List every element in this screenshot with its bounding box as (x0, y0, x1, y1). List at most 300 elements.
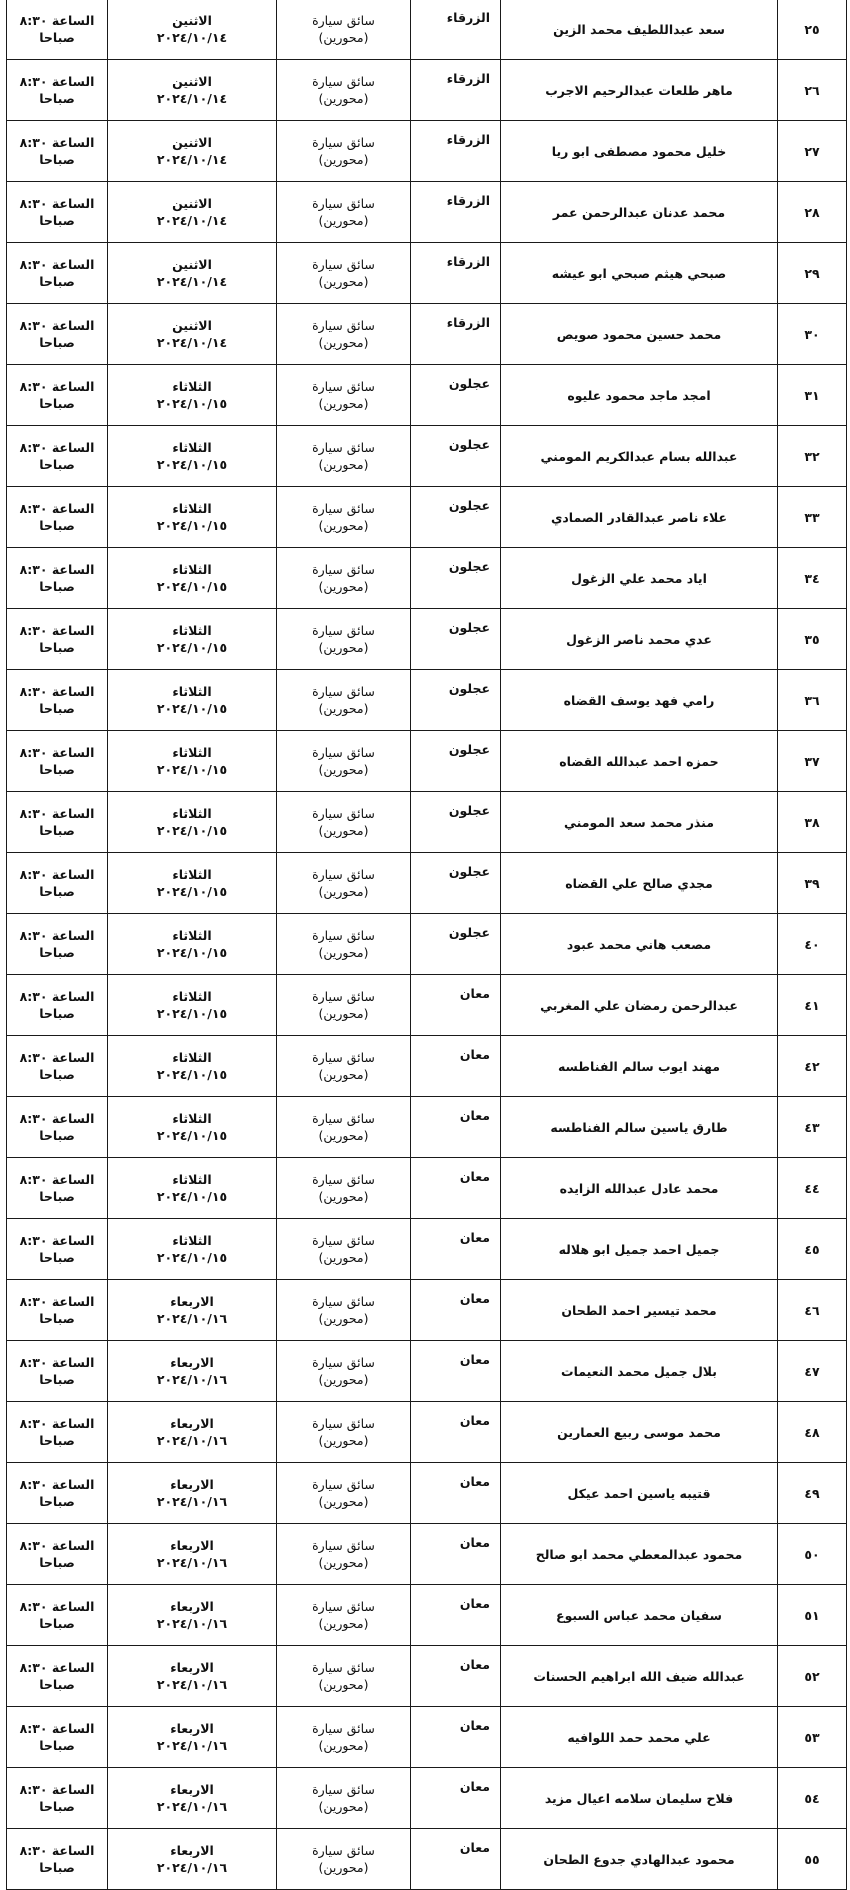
interview-time (7, 1646, 108, 1707)
interview-day: الثلاثاء (172, 379, 212, 394)
row-number: ٣٩ (778, 853, 847, 914)
interview-date-value: ٢٠٢٤/١٠/١٦ (156, 1372, 228, 1387)
governorate: الزرقاء (411, 304, 501, 365)
applicant-name: محمود عبدالمعطي محمد ابو صالح (501, 1524, 778, 1585)
interview-day: الاربعاء (170, 1355, 214, 1370)
interview-period: صباحا (39, 91, 75, 106)
table-row (7, 1524, 847, 1585)
interview-day: الاربعاء (170, 1721, 214, 1736)
applicant-name: ماهر طلعات عبدالرحيم الاجرب (501, 60, 778, 121)
interview-date (108, 1219, 277, 1280)
interview-date-value: ٢٠٢٤/١٠/١٤ (156, 213, 228, 228)
interview-period: صباحا (39, 1006, 75, 1021)
row-number: ٢٩ (778, 243, 847, 304)
job-title-line: سائق سيارة (312, 501, 375, 516)
job-title-line: سائق سيارة (312, 196, 375, 211)
interview-time (7, 792, 108, 853)
job-title-category: (محورين) (318, 274, 369, 289)
interview-date-value: ٢٠٢٤/١٠/١٥ (156, 1250, 228, 1265)
job-title-category: (محورين) (318, 1555, 369, 1570)
applicant-name: سفيان محمد عباس السبوع (501, 1585, 778, 1646)
interview-time (7, 853, 108, 914)
job-title-line: سائق سيارة (312, 1477, 375, 1492)
interview-day: الاثنين (172, 135, 212, 150)
interview-date-value: ٢٠٢٤/١٠/١٥ (156, 1006, 228, 1021)
job-title-line: سائق سيارة (312, 379, 375, 394)
row-number: ٥٤ (778, 1768, 847, 1829)
job-title-line: سائق سيارة (312, 1233, 375, 1248)
table-body (7, 0, 847, 1890)
interview-date (108, 426, 277, 487)
applicant-name: محمد موسى ربيع العمارين (501, 1402, 778, 1463)
interview-time (7, 1585, 108, 1646)
interview-date-value: ٢٠٢٤/١٠/١٥ (156, 518, 228, 533)
interview-period: صباحا (39, 1250, 75, 1265)
table-row (7, 365, 847, 426)
job-title (277, 243, 411, 304)
interview-date-value: ٢٠٢٤/١٠/١٦ (156, 1738, 228, 1753)
interview-date (108, 1646, 277, 1707)
applicant-name: مصعب هاني محمد عبود (501, 914, 778, 975)
job-title-category: (محورين) (318, 518, 369, 533)
interview-time-value: الساعة ٨:٣٠ (19, 1599, 95, 1614)
interview-day: الاربعاء (170, 1538, 214, 1553)
row-number: ٤٦ (778, 1280, 847, 1341)
interview-day: الاثنين (172, 13, 212, 28)
row-number: ٣٢ (778, 426, 847, 487)
row-number: ٣٨ (778, 792, 847, 853)
interview-time (7, 304, 108, 365)
job-title (277, 1585, 411, 1646)
table-row (7, 1585, 847, 1646)
interview-date-value: ٢٠٢٤/١٠/١٤ (156, 152, 228, 167)
applicant-name: عدي محمد ناصر الزغول (501, 609, 778, 670)
row-number: ٣٠ (778, 304, 847, 365)
job-title (277, 1280, 411, 1341)
row-number: ٥٣ (778, 1707, 847, 1768)
interview-time (7, 1707, 108, 1768)
job-title-line: سائق سيارة (312, 745, 375, 760)
interview-period: صباحا (39, 1067, 75, 1082)
row-number: ٢٧ (778, 121, 847, 182)
interview-time-value: الساعة ٨:٣٠ (19, 379, 95, 394)
interview-date (108, 853, 277, 914)
table-row (7, 731, 847, 792)
row-number: ٥٠ (778, 1524, 847, 1585)
governorate: عجلون (411, 670, 501, 731)
interview-period: صباحا (39, 396, 75, 411)
job-title-category: (محورين) (318, 1677, 369, 1692)
interview-date-value: ٢٠٢٤/١٠/١٥ (156, 457, 228, 472)
interview-period: صباحا (39, 1311, 75, 1326)
job-title-category: (محورين) (318, 1250, 369, 1265)
interview-period: صباحا (39, 823, 75, 838)
interview-date-value: ٢٠٢٤/١٠/١٥ (156, 1067, 228, 1082)
job-title (277, 1524, 411, 1585)
table-row (7, 243, 847, 304)
interview-period: صباحا (39, 1555, 75, 1570)
interview-time (7, 1524, 108, 1585)
interview-day: الاثنين (172, 196, 212, 211)
table-row (7, 1158, 847, 1219)
row-number: ٣٤ (778, 548, 847, 609)
applicant-name: محمود عبدالهادي جدوع الطحان (501, 1829, 778, 1890)
applicant-name: علي محمد حمد اللوافيه (501, 1707, 778, 1768)
interview-period: صباحا (39, 1738, 75, 1753)
job-title-line: سائق سيارة (312, 1660, 375, 1675)
table-row (7, 975, 847, 1036)
interview-day: الثلاثاء (172, 928, 212, 943)
job-title (277, 487, 411, 548)
interview-period: صباحا (39, 1433, 75, 1448)
interview-time (7, 243, 108, 304)
interview-day: الاربعاء (170, 1599, 214, 1614)
applicant-name: علاء ناصر عبدالقادر الصمادي (501, 487, 778, 548)
job-title (277, 365, 411, 426)
interview-time (7, 1036, 108, 1097)
table-row (7, 121, 847, 182)
interview-time (7, 548, 108, 609)
interview-day: الثلاثاء (172, 1050, 212, 1065)
interview-period: صباحا (39, 30, 75, 45)
row-number: ٥٥ (778, 1829, 847, 1890)
interview-period: صباحا (39, 1799, 75, 1814)
interview-date (108, 1280, 277, 1341)
interview-day: الثلاثاء (172, 867, 212, 882)
job-title-category: (محورين) (318, 1494, 369, 1509)
job-title-category: (محورين) (318, 1311, 369, 1326)
governorate: الزرقاء (411, 121, 501, 182)
interview-date (108, 304, 277, 365)
interview-period: صباحا (39, 457, 75, 472)
job-title-line: سائق سيارة (312, 440, 375, 455)
governorate: الزرقاء (411, 60, 501, 121)
interview-date (108, 1036, 277, 1097)
row-number: ٤٥ (778, 1219, 847, 1280)
interview-date-value: ٢٠٢٤/١٠/١٥ (156, 640, 228, 655)
interview-date-value: ٢٠٢٤/١٠/١٦ (156, 1555, 228, 1570)
governorate: معان (411, 1280, 501, 1341)
table-row (7, 1646, 847, 1707)
job-title-line: سائق سيارة (312, 135, 375, 150)
interview-day: الاربعاء (170, 1782, 214, 1797)
interview-date (108, 1585, 277, 1646)
interview-time-value: الساعة ٨:٣٠ (19, 74, 95, 89)
interview-time (7, 1829, 108, 1890)
interview-time-value: الساعة ٨:٣٠ (19, 318, 95, 333)
interview-time-value: الساعة ٨:٣٠ (19, 806, 95, 821)
interview-date (108, 1768, 277, 1829)
applicant-name: محمد عادل عبدالله الزايده (501, 1158, 778, 1219)
interview-day: الاربعاء (170, 1294, 214, 1309)
job-title (277, 1036, 411, 1097)
job-title (277, 1341, 411, 1402)
interview-period: صباحا (39, 884, 75, 899)
applicant-name: جميل احمد جميل ابو هلاله (501, 1219, 778, 1280)
governorate: معان (411, 1829, 501, 1890)
job-title (277, 548, 411, 609)
interview-date-value: ٢٠٢٤/١٠/١٥ (156, 945, 228, 960)
job-title (277, 1219, 411, 1280)
job-title (277, 121, 411, 182)
governorate: معان (411, 1341, 501, 1402)
applicant-name: بلال جميل محمد النعيمات (501, 1341, 778, 1402)
governorate: عجلون (411, 365, 501, 426)
interview-date-value: ٢٠٢٤/١٠/١٤ (156, 335, 228, 350)
job-title-line: سائق سيارة (312, 257, 375, 272)
job-title (277, 609, 411, 670)
applicant-name: محمد تيسير احمد الطحان (501, 1280, 778, 1341)
interview-time-value: الساعة ٨:٣٠ (19, 1233, 95, 1248)
applicant-name: خليل محمود مصطفى ابو ريا (501, 121, 778, 182)
table-row (7, 914, 847, 975)
job-title (277, 1768, 411, 1829)
job-title-category: (محورين) (318, 884, 369, 899)
job-title (277, 792, 411, 853)
job-title-line: سائق سيارة (312, 989, 375, 1004)
interview-date-value: ٢٠٢٤/١٠/١٦ (156, 1677, 228, 1692)
interview-time (7, 975, 108, 1036)
interview-date (108, 182, 277, 243)
table-row (7, 1707, 847, 1768)
governorate: عجلون (411, 487, 501, 548)
interview-time-value: الساعة ٨:٣٠ (19, 1782, 95, 1797)
applicant-name: سعد عبداللطيف محمد الزين (501, 0, 778, 60)
row-number: ٢٥ (778, 0, 847, 60)
applicant-name: منذر محمد سعد المومني (501, 792, 778, 853)
interview-day: الثلاثاء (172, 806, 212, 821)
job-title (277, 0, 411, 60)
job-title-line: سائق سيارة (312, 867, 375, 882)
interview-day: الثلاثاء (172, 745, 212, 760)
row-number: ٢٨ (778, 182, 847, 243)
interview-day: الثلاثاء (172, 1233, 212, 1248)
governorate: معان (411, 1463, 501, 1524)
interview-time (7, 1341, 108, 1402)
interview-date-value: ٢٠٢٤/١٠/١٦ (156, 1494, 228, 1509)
interview-time (7, 1463, 108, 1524)
interview-time-value: الساعة ٨:٣٠ (19, 1294, 95, 1309)
interview-period: صباحا (39, 1128, 75, 1143)
interview-date (108, 60, 277, 121)
interview-time-value: الساعة ٨:٣٠ (19, 257, 95, 272)
interview-time-value: الساعة ٨:٣٠ (19, 1111, 95, 1126)
row-number: ٤٢ (778, 1036, 847, 1097)
interview-date (108, 1402, 277, 1463)
interview-period: صباحا (39, 213, 75, 228)
job-title-line: سائق سيارة (312, 928, 375, 943)
interview-date-value: ٢٠٢٤/١٠/١٥ (156, 396, 228, 411)
job-title (277, 1158, 411, 1219)
candidates-table (6, 0, 847, 1890)
job-title-line: سائق سيارة (312, 74, 375, 89)
interview-time-value: الساعة ٨:٣٠ (19, 1538, 95, 1553)
job-title (277, 1707, 411, 1768)
table-row (7, 0, 847, 60)
interview-time (7, 365, 108, 426)
interview-time-value: الساعة ٨:٣٠ (19, 135, 95, 150)
job-title-category: (محورين) (318, 823, 369, 838)
governorate: معان (411, 1707, 501, 1768)
governorate: عجلون (411, 548, 501, 609)
table-row (7, 1036, 847, 1097)
interview-time-value: الساعة ٨:٣٠ (19, 1660, 95, 1675)
job-title-category: (محورين) (318, 30, 369, 45)
interview-time-value: الساعة ٨:٣٠ (19, 623, 95, 638)
interview-date (108, 792, 277, 853)
interview-time (7, 121, 108, 182)
interview-time (7, 0, 108, 60)
applicant-name: حمزه احمد عبدالله القضاه (501, 731, 778, 792)
interview-period: صباحا (39, 152, 75, 167)
interview-period: صباحا (39, 1677, 75, 1692)
table-row (7, 1097, 847, 1158)
interview-time-value: الساعة ٨:٣٠ (19, 13, 95, 28)
job-title (277, 975, 411, 1036)
governorate: عجلون (411, 609, 501, 670)
job-title-category: (محورين) (318, 1738, 369, 1753)
interview-day: الاثنين (172, 318, 212, 333)
row-number: ٤٩ (778, 1463, 847, 1524)
interview-day: الثلاثاء (172, 501, 212, 516)
job-title-line: سائق سيارة (312, 562, 375, 577)
table-row (7, 1829, 847, 1890)
interview-time-value: الساعة ٨:٣٠ (19, 1843, 95, 1858)
row-number: ٤٧ (778, 1341, 847, 1402)
job-title (277, 1402, 411, 1463)
interview-date-value: ٢٠٢٤/١٠/١٥ (156, 1128, 228, 1143)
interview-time (7, 1158, 108, 1219)
interview-time (7, 487, 108, 548)
interview-date (108, 365, 277, 426)
applicant-name: محمد عدنان عبدالرحمن عمر (501, 182, 778, 243)
job-title-line: سائق سيارة (312, 13, 375, 28)
governorate: الزرقاء (411, 243, 501, 304)
interview-time-value: الساعة ٨:٣٠ (19, 440, 95, 455)
interview-date-value: ٢٠٢٤/١٠/١٦ (156, 1860, 228, 1875)
governorate: معان (411, 975, 501, 1036)
governorate: معان (411, 1158, 501, 1219)
row-number: ٤٣ (778, 1097, 847, 1158)
interview-time-value: الساعة ٨:٣٠ (19, 867, 95, 882)
row-number: ٤٠ (778, 914, 847, 975)
table-row (7, 670, 847, 731)
job-title (277, 1646, 411, 1707)
table-row (7, 1341, 847, 1402)
interview-period: صباحا (39, 945, 75, 960)
interview-period: صباحا (39, 701, 75, 716)
job-title (277, 1829, 411, 1890)
job-title-line: سائق سيارة (312, 1355, 375, 1370)
job-title-category: (محورين) (318, 396, 369, 411)
table-row (7, 182, 847, 243)
interview-time-value: الساعة ٨:٣٠ (19, 1416, 95, 1431)
applicant-name: طارق ياسين سالم الفناطسه (501, 1097, 778, 1158)
interview-time (7, 914, 108, 975)
job-title-line: سائق سيارة (312, 1782, 375, 1797)
interview-date-value: ٢٠٢٤/١٠/١٥ (156, 579, 228, 594)
row-number: ٤٨ (778, 1402, 847, 1463)
interview-time-value: الساعة ٨:٣٠ (19, 1050, 95, 1065)
interview-date-value: ٢٠٢٤/١٠/١٦ (156, 1433, 228, 1448)
interview-period: صباحا (39, 1860, 75, 1875)
interview-date (108, 1097, 277, 1158)
job-title (277, 304, 411, 365)
applicant-name: محمد حسين محمود صويص (501, 304, 778, 365)
interview-date (108, 1707, 277, 1768)
interview-time-value: الساعة ٨:٣٠ (19, 745, 95, 760)
row-number: ٣٥ (778, 609, 847, 670)
interview-day: الثلاثاء (172, 684, 212, 699)
interview-time-value: الساعة ٨:٣٠ (19, 562, 95, 577)
row-number: ٢٦ (778, 60, 847, 121)
job-title (277, 914, 411, 975)
job-title (277, 1463, 411, 1524)
job-title-category: (محورين) (318, 1128, 369, 1143)
interview-time (7, 609, 108, 670)
job-title-category: (محورين) (318, 579, 369, 594)
interview-day: الاربعاء (170, 1477, 214, 1492)
governorate: معان (411, 1097, 501, 1158)
interview-date-value: ٢٠٢٤/١٠/١٦ (156, 1616, 228, 1631)
table-row (7, 792, 847, 853)
interview-period: صباحا (39, 1372, 75, 1387)
row-number: ٤١ (778, 975, 847, 1036)
interview-time (7, 1219, 108, 1280)
governorate: عجلون (411, 853, 501, 914)
interview-time-value: الساعة ٨:٣٠ (19, 928, 95, 943)
job-title-category: (محورين) (318, 1372, 369, 1387)
interview-date-value: ٢٠٢٤/١٠/١٥ (156, 701, 228, 716)
interview-day: الثلاثاء (172, 1172, 212, 1187)
applicant-name: رامي فهد يوسف القضاه (501, 670, 778, 731)
governorate: معان (411, 1219, 501, 1280)
interview-time (7, 670, 108, 731)
interview-day: الثلاثاء (172, 440, 212, 455)
applicant-name: عبدالرحمن رمضان علي المغربي (501, 975, 778, 1036)
interview-time (7, 731, 108, 792)
interview-period: صباحا (39, 762, 75, 777)
interview-period: صباحا (39, 640, 75, 655)
interview-day: الاثنين (172, 74, 212, 89)
interview-date (108, 1524, 277, 1585)
table-row (7, 60, 847, 121)
table-row (7, 304, 847, 365)
interview-time (7, 60, 108, 121)
applicant-name: عبدالله بسام عبدالكريم المومني (501, 426, 778, 487)
job-title-line: سائق سيارة (312, 1172, 375, 1187)
job-title-line: سائق سيارة (312, 684, 375, 699)
governorate: معان (411, 1036, 501, 1097)
interview-period: صباحا (39, 1616, 75, 1631)
interview-time (7, 182, 108, 243)
interview-day: الاربعاء (170, 1843, 214, 1858)
job-title-line: سائق سيارة (312, 1538, 375, 1553)
governorate: معان (411, 1585, 501, 1646)
interview-date (108, 975, 277, 1036)
row-number: ٤٤ (778, 1158, 847, 1219)
interview-date-value: ٢٠٢٤/١٠/١٤ (156, 30, 228, 45)
job-title-category: (محورين) (318, 335, 369, 350)
governorate: معان (411, 1646, 501, 1707)
table-row (7, 1768, 847, 1829)
row-number: ٣١ (778, 365, 847, 426)
interview-day: الثلاثاء (172, 623, 212, 638)
interview-day: الثلاثاء (172, 1111, 212, 1126)
job-title-category: (محورين) (318, 640, 369, 655)
job-title-line: سائق سيارة (312, 1843, 375, 1858)
interview-day: الثلاثاء (172, 562, 212, 577)
